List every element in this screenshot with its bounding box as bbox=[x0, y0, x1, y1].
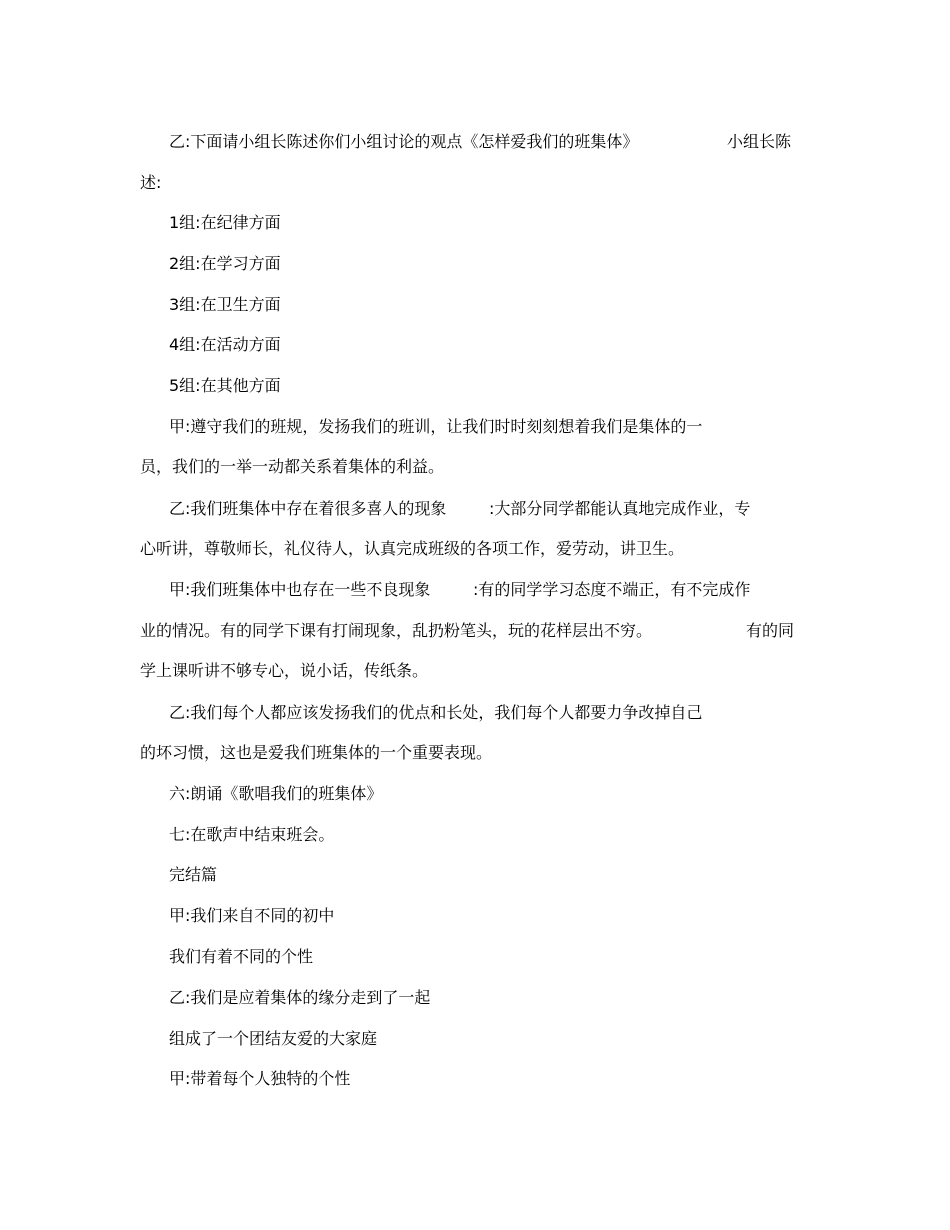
line-text: 我们有着不同的个性 bbox=[169, 947, 314, 966]
paragraph-line bbox=[169, 987, 834, 1009]
paragraph-line bbox=[140, 620, 805, 642]
line-text: 心听讲，尊敬师长，礼仪待人，认真完成班级的各项工作，爱劳动，讲卫生。 bbox=[140, 539, 685, 558]
paragraph-line bbox=[140, 742, 805, 764]
paragraph-line bbox=[169, 212, 834, 234]
paragraph-line bbox=[169, 1028, 834, 1050]
paragraph-line bbox=[169, 905, 834, 927]
line-text: 乙:我们每个人都应该发扬我们的优点和长处，我们每个人都要力争改掉自己 bbox=[169, 703, 703, 722]
paragraph-line bbox=[140, 538, 805, 560]
line-text: 甲:我们班集体中也存在一些不良现象 bbox=[169, 580, 431, 599]
line-text: 乙:我们是应着集体的缘分走到了一起 bbox=[169, 988, 431, 1007]
paragraph-line bbox=[169, 294, 834, 316]
line-text: 组成了一个团结友爱的大家庭 bbox=[169, 1029, 378, 1048]
paragraph-line bbox=[169, 416, 834, 438]
line-text: 2组:在学习方面 bbox=[169, 254, 281, 273]
paragraph-line bbox=[169, 1068, 834, 1090]
paragraph-line bbox=[169, 946, 834, 968]
paragraph-line bbox=[169, 253, 834, 275]
line-text-tail: 有的同 bbox=[746, 621, 795, 640]
line-text: 甲:带着每个人独特的个性 bbox=[169, 1069, 351, 1088]
line-text-tail: :有的同学学习态度不端正，有不完成作 bbox=[473, 580, 751, 599]
line-text-tail: :大部分同学都能认真地完成作业，专 bbox=[489, 499, 751, 518]
line-text: 4组:在活动方面 bbox=[169, 335, 281, 354]
paragraph-line bbox=[140, 172, 805, 194]
paragraph-line bbox=[140, 456, 805, 478]
section-heading bbox=[169, 864, 834, 886]
line-text: 乙:我们班集体中存在着很多喜人的现象 bbox=[169, 499, 447, 518]
line-text: 的坏习惯，这也是爱我们班集体的一个重要表现。 bbox=[140, 743, 493, 762]
line-text: 乙:下面请小组长陈述你们小组讨论的观点《怎样爱我们的班集体》 bbox=[169, 132, 639, 151]
paragraph-line bbox=[169, 375, 834, 397]
line-text: 1组:在纪律方面 bbox=[169, 213, 281, 232]
paragraph-line bbox=[169, 334, 834, 356]
paragraph-line bbox=[169, 579, 834, 601]
paragraph-line bbox=[169, 702, 834, 724]
line-text: 5组:在其他方面 bbox=[169, 376, 281, 395]
paragraph-line bbox=[169, 824, 834, 846]
line-text: 六:朗诵《歌唱我们的班集体》 bbox=[169, 784, 383, 803]
line-text: 完结篇 bbox=[169, 865, 218, 884]
line-text: 述: bbox=[140, 173, 162, 192]
line-text-tail: 小组长陈 bbox=[727, 132, 792, 151]
paragraph-line bbox=[169, 783, 834, 805]
line-text: 学上课听讲不够专心，说小话，传纸条。 bbox=[140, 661, 429, 680]
line-text: 甲:遵守我们的班规，发扬我们的班训，让我们时时刻刻想着我们是集体的一 bbox=[169, 417, 703, 436]
paragraph-line bbox=[169, 131, 834, 153]
line-text: 3组:在卫生方面 bbox=[169, 295, 281, 314]
line-text: 甲:我们来自不同的初中 bbox=[169, 906, 335, 925]
line-text: 业的情况。有的同学下课有打闹现象，乱扔粉笔头，玩的花样层出不穷。 bbox=[140, 621, 653, 640]
line-text: 员，我们的一举一动都关系着集体的利益。 bbox=[140, 457, 445, 476]
paragraph-line bbox=[169, 498, 834, 520]
line-text: 七:在歌声中结束班会。 bbox=[169, 825, 335, 844]
paragraph-line bbox=[140, 660, 805, 682]
